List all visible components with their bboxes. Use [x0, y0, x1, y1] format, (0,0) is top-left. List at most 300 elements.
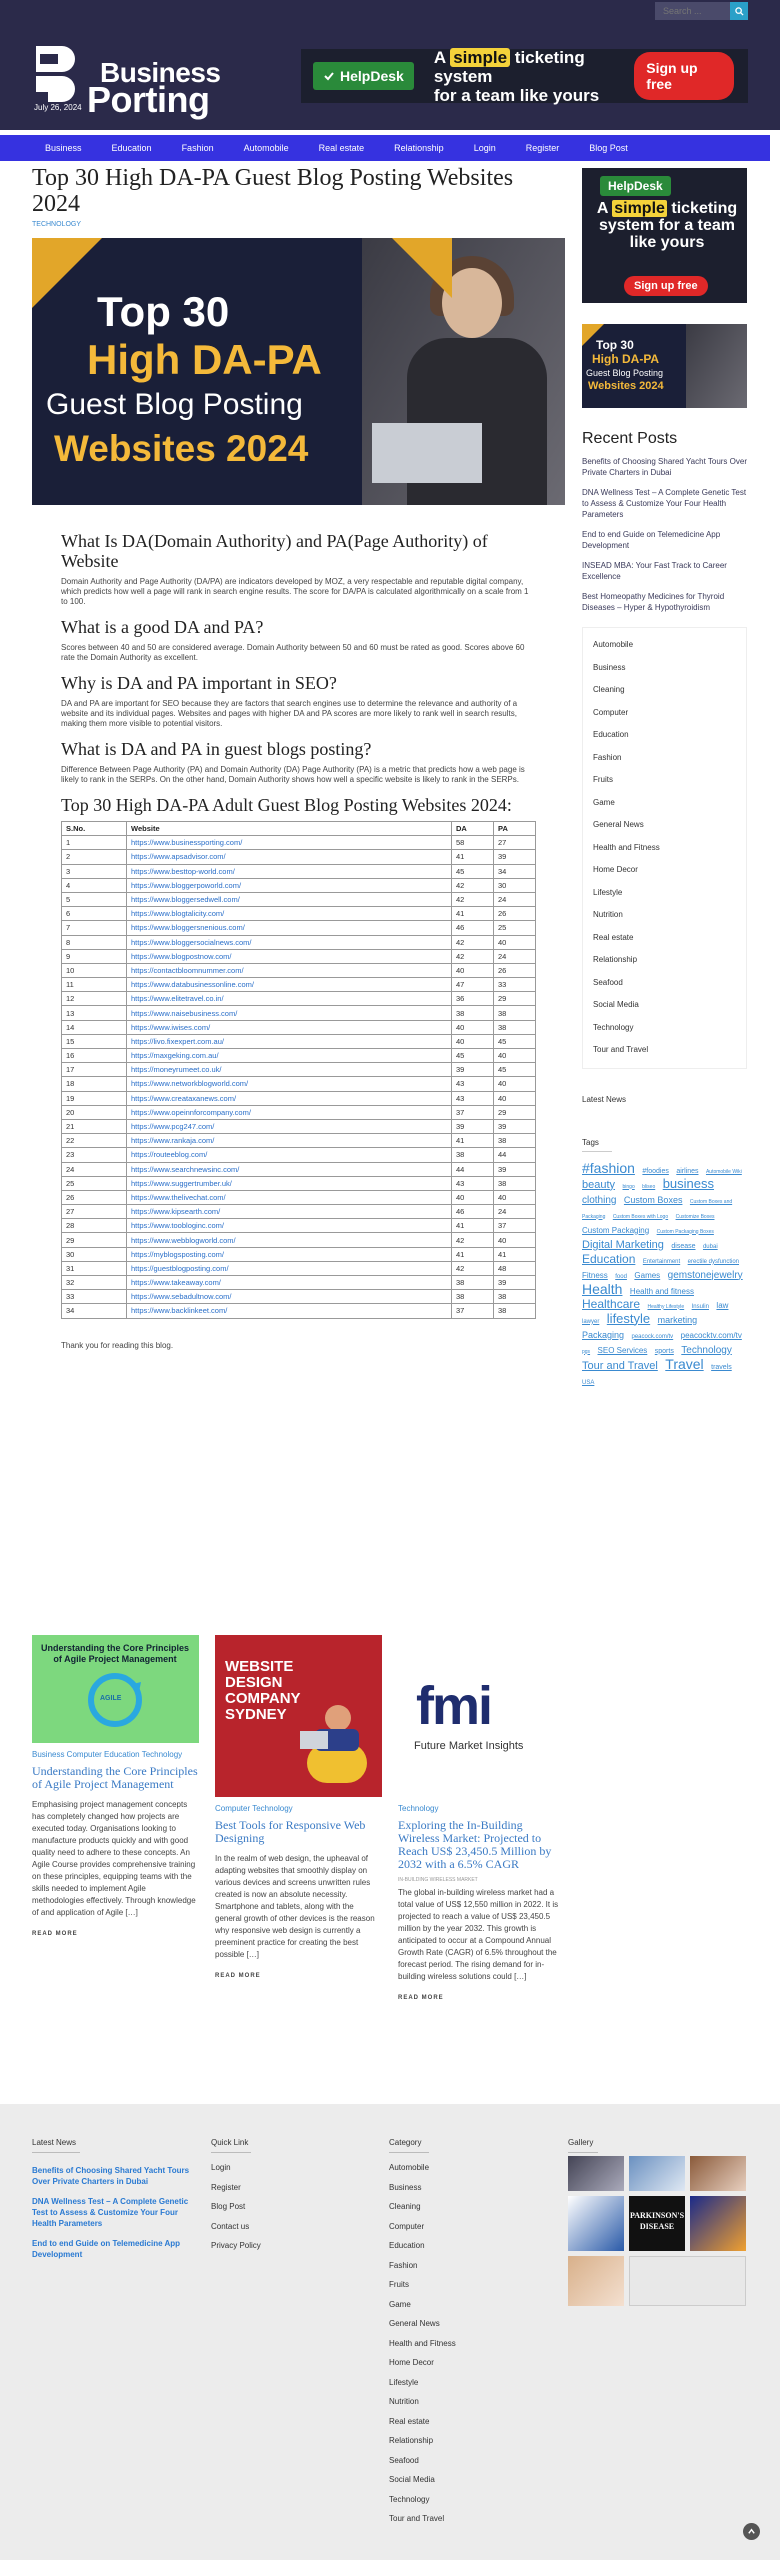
- cell-website: [127, 1276, 452, 1290]
- cell-website: [127, 878, 452, 892]
- tag-link[interactable]: SEO Services: [597, 1345, 648, 1355]
- footer-category-link[interactable]: Relationship: [389, 2436, 434, 2445]
- category-link[interactable]: Education: [593, 730, 629, 739]
- tag-link[interactable]: peacock.com/tv: [631, 1333, 674, 1340]
- tag-link[interactable]: bingo: [622, 1183, 635, 1190]
- category-link[interactable]: Home Decor: [593, 865, 638, 874]
- tag-link[interactable]: lifestyle: [606, 1310, 651, 1326]
- cell-pa: 40: [494, 1233, 536, 1247]
- related-card-image[interactable]: [215, 1635, 382, 1797]
- ad-headline-c: for a team like yours: [433, 85, 600, 105]
- website-link[interactable]: https://routeeblog.com/: [131, 1150, 208, 1160]
- sidebar-ad-helpdesk[interactable]: [582, 168, 747, 303]
- quick-links-list: [211, 2158, 361, 2256]
- cell-website: [127, 1063, 452, 1077]
- related-card-image[interactable]: [398, 1635, 565, 1797]
- table-row: [62, 935, 536, 949]
- gallery-image[interactable]: [629, 2156, 685, 2191]
- tag-link[interactable]: Healthcare: [582, 1296, 641, 1311]
- website-link[interactable]: https://www.pcg247.com/: [131, 1122, 215, 1132]
- table-row: [62, 1020, 536, 1034]
- website-link[interactable]: https://www.bloggersedwell.com/: [131, 895, 240, 905]
- helpdesk-badge: HelpDesk: [600, 176, 671, 196]
- related-categories[interactable]: Technology: [398, 1804, 439, 1813]
- cell-website: [127, 1176, 452, 1190]
- gallery-image-placeholder[interactable]: [629, 2256, 746, 2306]
- cell-da: 37: [452, 1105, 494, 1119]
- hero-text: Top 30: [97, 288, 230, 335]
- gallery-image[interactable]: [690, 2156, 746, 2191]
- agile-label: AGILE: [100, 1695, 122, 1702]
- recent-post-link[interactable]: End to end Guide on Telemedicine App Development: [582, 530, 721, 550]
- category-link[interactable]: Business: [593, 662, 626, 672]
- cell-da: 38: [452, 1276, 494, 1290]
- website-link[interactable]: https://www.searchnewsinc.com/: [131, 1164, 240, 1174]
- quick-link[interactable]: Login: [211, 2163, 231, 2172]
- footer-category-link[interactable]: Fashion: [389, 2260, 418, 2270]
- footer-category-link[interactable]: Social Media: [389, 2475, 435, 2484]
- tag-link[interactable]: Insulin: [691, 1303, 709, 1310]
- header-ad-banner[interactable]: [301, 49, 748, 103]
- table-heading: Top 30 High DA-PA Adult Guest Blog Posting Websites 2024:: [61, 795, 512, 815]
- footer-heading: Latest News: [32, 2138, 80, 2153]
- cell-sno: 33: [62, 1290, 127, 1304]
- cell-da: 42: [452, 878, 494, 892]
- related-excerpt: Emphasising project management concepts has completely changed how projects are executed today. Organisations looking to manufacture products quickly and with good quality need to adhere to these concepts. An Agile Course provides comprehensive training on these principles, equipping teams with the skills needed to implement Agile methodologies effectively. Through knowledge of and application of Agile […]: [32, 1800, 196, 1917]
- website-link[interactable]: https://www.elitetravel.co.in/: [131, 994, 224, 1004]
- tag-link[interactable]: bliseo: [642, 1183, 656, 1190]
- website-link[interactable]: https://www.opeinnforcompany.com/: [131, 1107, 251, 1117]
- tag-link[interactable]: clothing: [582, 1194, 617, 1206]
- cell-pa: 38: [494, 1176, 536, 1190]
- footer-category-link[interactable]: Cleaning: [389, 2202, 421, 2211]
- website-link[interactable]: https://moneyrumeet.co.uk/: [131, 1065, 222, 1075]
- article-body: [32, 531, 567, 1350]
- website-link[interactable]: https://www.bloggerpoworld.com/: [131, 880, 242, 890]
- quick-link[interactable]: Contact us: [211, 2221, 250, 2231]
- cell-website: [127, 949, 452, 963]
- related-card: [398, 1635, 565, 2001]
- website-link[interactable]: https://www.bloggersnenious.com/: [131, 923, 245, 933]
- cell-pa: 29: [494, 992, 536, 1006]
- footer-category-link[interactable]: Health and Fitness: [389, 2338, 456, 2348]
- tag-link[interactable]: food: [615, 1273, 627, 1280]
- nav-item[interactable]: Business: [45, 143, 82, 153]
- table-row: [62, 864, 536, 878]
- tag-link[interactable]: Technology: [681, 1344, 732, 1356]
- website-link[interactable]: https://www.besttop-world.com/: [131, 866, 235, 876]
- read-more-link[interactable]: READ MORE: [215, 1973, 261, 1979]
- nav-item[interactable]: Real estate: [318, 143, 365, 153]
- tag-link[interactable]: USA: [582, 1379, 595, 1386]
- cell-pa: 45: [494, 1034, 536, 1048]
- website-link[interactable]: https://www.suggertrumber.uk/: [131, 1178, 232, 1188]
- cell-pa: 40: [494, 1190, 536, 1204]
- cell-sno: 3: [62, 864, 127, 878]
- category-link[interactable]: Cleaning: [593, 685, 625, 694]
- category-link[interactable]: General News: [593, 820, 644, 829]
- table-row: [62, 892, 536, 906]
- table-row: [62, 1276, 536, 1290]
- nav-item[interactable]: Relationship: [394, 143, 444, 153]
- related-card: [32, 1635, 199, 1937]
- tag-link[interactable]: airlines: [676, 1167, 699, 1175]
- cell-sno: 12: [62, 992, 127, 1006]
- website-link[interactable]: https://www.toobloginc.com/: [131, 1221, 224, 1231]
- tag-link[interactable]: business: [662, 1175, 715, 1191]
- site-header: [0, 22, 780, 130]
- nav-item[interactable]: Register: [525, 143, 560, 153]
- cell-da: 43: [452, 1091, 494, 1105]
- table-row: [62, 1077, 536, 1091]
- table-row: [62, 1063, 536, 1077]
- quick-link[interactable]: Privacy Policy: [211, 2241, 261, 2250]
- table-row: [62, 1148, 536, 1162]
- cell-pa: 33: [494, 978, 536, 992]
- column-header: PA: [494, 822, 536, 836]
- footer-category-link[interactable]: Fruits: [389, 2280, 409, 2289]
- ad-headline-a: A: [433, 47, 446, 67]
- footer-category-link[interactable]: Game: [389, 2299, 411, 2309]
- tag-link[interactable]: sports: [654, 1347, 674, 1355]
- cell-sno: 6: [62, 907, 127, 921]
- cell-da: 39: [452, 1119, 494, 1133]
- tag-link[interactable]: #foodies: [642, 1167, 669, 1175]
- sidebar-ad-a: A: [596, 200, 608, 217]
- footer-category-link[interactable]: Real estate: [389, 2416, 430, 2426]
- cell-pa: 40: [494, 1077, 536, 1091]
- tag-link[interactable]: Health: [582, 1280, 623, 1297]
- website-link[interactable]: https://www.bloggersocialnews.com/: [131, 937, 252, 947]
- related-title[interactable]: Exploring the In-Building Wireless Market: Projected to Reach US$ 23,450.5 Million by 2032 with a 6.5% CAGR: [398, 1818, 552, 1871]
- related-categories[interactable]: Business Computer Education Technology: [32, 1750, 183, 1759]
- category-link[interactable]: Tour and Travel: [593, 1045, 649, 1054]
- website-link[interactable]: https://guestblogposting.com/: [131, 1263, 229, 1273]
- recent-post-link[interactable]: Benefits of Choosing Shared Yacht Tours Over Private Charters in Dubai: [582, 457, 747, 477]
- category-link[interactable]: Computer: [593, 707, 629, 717]
- category-link[interactable]: Social Media: [593, 1000, 639, 1009]
- footer-category-link[interactable]: Home Decor: [389, 2358, 434, 2367]
- cell-da: 39: [452, 1063, 494, 1077]
- page-title: Top 30 High DA-PA Guest Blog Posting Websites 2024: [32, 165, 514, 217]
- tag-link[interactable]: beauty: [582, 1178, 616, 1191]
- category-link[interactable]: Seafood: [593, 977, 623, 987]
- cell-da: 41: [452, 850, 494, 864]
- recent-post-link[interactable]: DNA Wellness Test – A Complete Genetic Test to Assess & Customize Your Four Health Parameters: [582, 488, 747, 519]
- website-link[interactable]: https://www.naisebusiness.com/: [131, 1008, 238, 1018]
- sidebar-ad-signup[interactable]: Sign up free: [624, 276, 708, 296]
- cell-website: [127, 1190, 452, 1204]
- nav-item[interactable]: Fashion: [181, 143, 214, 153]
- cell-website: [127, 1304, 452, 1318]
- related-categories[interactable]: Computer Technology: [215, 1804, 293, 1813]
- tag-link[interactable]: Tour and Travel: [582, 1359, 658, 1372]
- cell-pa: 41: [494, 1247, 536, 1261]
- tag-link[interactable]: peacocktv.com/tv: [680, 1330, 742, 1340]
- category-link[interactable]: Lifestyle: [593, 887, 623, 897]
- tag-link[interactable]: travels: [711, 1363, 732, 1371]
- search-input[interactable]: [655, 2, 730, 20]
- tag-link[interactable]: Travel: [665, 1355, 704, 1372]
- table-row: [62, 1134, 536, 1148]
- sidebar: [582, 168, 747, 1389]
- cell-da: 36: [452, 992, 494, 1006]
- tag-link[interactable]: gemstonejewelry: [667, 1269, 743, 1281]
- cell-website: [127, 1162, 452, 1176]
- read-more-link[interactable]: READ MORE: [398, 1995, 444, 2001]
- table-row: [62, 921, 536, 935]
- cell-pa: 30: [494, 878, 536, 892]
- related-card: [215, 1635, 382, 1979]
- category-link[interactable]: Nutrition: [593, 910, 623, 919]
- website-link[interactable]: https://www.rankaja.com/: [131, 1136, 215, 1146]
- hero-stripe: [392, 238, 452, 298]
- cell-website: [127, 1205, 452, 1219]
- table-row: [62, 949, 536, 963]
- footer-category-link[interactable]: Education: [389, 2241, 425, 2250]
- ad-signup-button[interactable]: Sign up free: [634, 52, 734, 100]
- cell-pa: 24: [494, 1205, 536, 1219]
- footer-category-link[interactable]: Nutrition: [389, 2397, 419, 2406]
- cell-pa: 40: [494, 1091, 536, 1105]
- related-meta: IN-BUILDING WIRELESS MARKET: [398, 1877, 478, 1883]
- website-link[interactable]: https://www.takeaway.com/: [131, 1278, 221, 1288]
- helpdesk-badge: [313, 62, 414, 90]
- cell-website: [127, 1119, 452, 1133]
- column-header: Website: [127, 822, 452, 836]
- nav-item[interactable]: Blog Post: [589, 143, 628, 153]
- table-row: [62, 1290, 536, 1304]
- website-link[interactable]: https://www.webblogworld.com/: [131, 1235, 236, 1245]
- category-link[interactable]: Game: [593, 797, 615, 807]
- category-link[interactable]: Relationship: [593, 955, 638, 964]
- table-row: [62, 907, 536, 921]
- hero-text: Top 30: [596, 338, 634, 352]
- footer-category-link[interactable]: Technology: [389, 2494, 430, 2504]
- tag-link[interactable]: marketing: [657, 1314, 698, 1325]
- website-link[interactable]: https://maxgeking.com.au/: [131, 1051, 219, 1061]
- tag-link[interactable]: Automobile Wiki: [705, 1168, 742, 1175]
- cell-pa: 38: [494, 1006, 536, 1020]
- tag-link[interactable]: dubai: [702, 1243, 718, 1250]
- website-link[interactable]: https://www.creataxanews.com/: [131, 1093, 237, 1103]
- tag-link[interactable]: law: [716, 1300, 729, 1310]
- related-posts: [32, 1635, 567, 2075]
- footer-category-link[interactable]: Tour and Travel: [389, 2514, 445, 2523]
- website-link[interactable]: https://www.kipsearth.com/: [131, 1207, 221, 1217]
- cell-pa: 37: [494, 1219, 536, 1233]
- table-body: [62, 836, 536, 1318]
- ad-headline-highlight: simple: [450, 48, 510, 67]
- footer-gallery: [568, 2138, 718, 2153]
- hero-text: Guest Blog Posting: [46, 388, 303, 421]
- cell-da: 45: [452, 864, 494, 878]
- cell-da: 41: [452, 1134, 494, 1148]
- gallery-image[interactable]: [568, 2156, 624, 2191]
- tag-link[interactable]: Entertainment: [642, 1258, 681, 1265]
- website-link[interactable]: https://www.thelivechat.com/: [131, 1192, 226, 1202]
- website-link[interactable]: https://livo.fixexpert.com.au/: [131, 1036, 224, 1046]
- search-icon: [735, 7, 744, 16]
- recent-posts-heading: Recent Posts: [582, 430, 678, 447]
- tag-link[interactable]: Custom Boxes: [623, 1194, 683, 1205]
- website-link[interactable]: https://myblogsposting.com/: [131, 1249, 224, 1259]
- nav-item[interactable]: Education: [111, 143, 152, 153]
- tag-link[interactable]: Packaging: [582, 1329, 625, 1340]
- tags-heading: Tags: [582, 1138, 612, 1152]
- cell-sno: 11: [62, 978, 127, 992]
- sidebar-ad-highlight: simple: [614, 200, 665, 217]
- helpdesk-badge-label: HelpDesk: [340, 68, 404, 84]
- tag-link[interactable]: erectile dysfunction: [687, 1258, 740, 1265]
- cell-sno: 17: [62, 1063, 127, 1077]
- cell-pa: 48: [494, 1261, 536, 1275]
- tag-link[interactable]: Health and fitness: [629, 1286, 694, 1296]
- cell-sno: 29: [62, 1233, 127, 1247]
- tag-link[interactable]: Education: [582, 1251, 636, 1266]
- cell-sno: 19: [62, 1091, 127, 1105]
- read-more-link[interactable]: READ MORE: [32, 1931, 78, 1937]
- header-date: July 26, 2024: [34, 103, 82, 112]
- cell-da: 38: [452, 1006, 494, 1020]
- cell-da: 44: [452, 1162, 494, 1176]
- website-link[interactable]: https://www.backlinkeet.com/: [131, 1306, 228, 1316]
- section-heading: What is a good DA and PA?: [61, 617, 264, 637]
- cell-pa: 38: [494, 1020, 536, 1034]
- category-link[interactable]: Technology: [593, 1022, 634, 1032]
- quick-link[interactable]: Register: [211, 2182, 241, 2192]
- section-paragraph: Scores between 40 and 50 are considered average. Domain Authority between 50 and 60 must be rated as good. Scores above 60 rate the Domain Authority as excellent.: [61, 643, 525, 662]
- cell-da: 43: [452, 1077, 494, 1091]
- table-row: [62, 1304, 536, 1318]
- hero-text: Websites 2024: [588, 380, 664, 392]
- hero-image: [32, 238, 565, 505]
- related-card-image[interactable]: [32, 1635, 199, 1743]
- table-row: [62, 992, 536, 1006]
- tag-link[interactable]: Custom Packaging Boxes: [656, 1228, 714, 1235]
- tag-link[interactable]: Fitness: [582, 1270, 608, 1280]
- footer-post-link[interactable]: End to end Guide on Telemedicine App Development: [32, 2239, 181, 2259]
- website-link[interactable]: https://www.databusinessonline.com/: [131, 980, 254, 990]
- tag-link[interactable]: Games: [634, 1270, 661, 1280]
- search-button[interactable]: [730, 2, 748, 20]
- category-link[interactable]: Fruits: [593, 775, 613, 784]
- cell-sno: 26: [62, 1190, 127, 1204]
- cell-website: [127, 907, 452, 921]
- gallery-image-parkinsons[interactable]: PARKINSON'S DISEASE: [629, 2196, 685, 2251]
- latest-news-heading: Latest News: [582, 1094, 627, 1104]
- tag-link[interactable]: Digital Marketing: [582, 1238, 664, 1251]
- sidebar-ad-person: [686, 324, 747, 408]
- section-heading: Why is DA and PA important in SEO?: [61, 673, 337, 693]
- related-image-title: Understanding the Core Principles of Agile Project Management: [40, 1643, 190, 1664]
- cell-website: [127, 963, 452, 977]
- category-link[interactable]: Real estate: [593, 932, 634, 942]
- hero-text: High DA-PA: [592, 352, 660, 366]
- cell-pa: 26: [494, 963, 536, 977]
- footer-category-link[interactable]: Lifestyle: [389, 2377, 419, 2387]
- cell-pa: 27: [494, 836, 536, 850]
- footer-category-link[interactable]: Automobile: [389, 2163, 430, 2172]
- logo-text-porting: Porting: [87, 79, 210, 120]
- related-title[interactable]: Best Tools for Responsive Web Designing: [215, 1818, 366, 1845]
- category-link[interactable]: Fashion: [593, 752, 622, 762]
- footer-category-link[interactable]: Seafood: [389, 2455, 419, 2465]
- website-link[interactable]: https://contactbloomnummer.com/: [131, 965, 244, 975]
- quick-link[interactable]: Blog Post: [211, 2202, 246, 2211]
- website-link[interactable]: https://www.apsadvisor.com/: [131, 852, 226, 862]
- website-link[interactable]: https://www.sebadultnow.com/: [131, 1292, 232, 1302]
- website-link[interactable]: https://www.businessporting.com/: [131, 838, 243, 848]
- tag-link[interactable]: #fashion: [582, 1159, 635, 1176]
- cell-da: 38: [452, 1290, 494, 1304]
- gallery-image[interactable]: [568, 2196, 624, 2251]
- footer-post-link[interactable]: DNA Wellness Test – A Complete Genetic Test to Assess & Customize Your Four Health Parameters: [32, 2197, 189, 2228]
- nav-item[interactable]: Automobile: [243, 143, 289, 153]
- related-title[interactable]: Understanding the Core Principles of Agile Project Management: [32, 1764, 198, 1791]
- footer-categories: [389, 2138, 539, 2529]
- tag-link[interactable]: lawyer: [582, 1318, 600, 1325]
- recent-post-link[interactable]: INSEAD MBA: Your Fast Track to Career Excellence: [582, 561, 727, 581]
- category-link[interactable]: Automobile: [593, 640, 634, 649]
- cell-da: 46: [452, 1205, 494, 1219]
- gallery-image[interactable]: [568, 2256, 624, 2306]
- sidebar-ad-hero[interactable]: [582, 324, 747, 408]
- footer-post-link[interactable]: Benefits of Choosing Shared Yacht Tours Over Private Charters in Dubai: [32, 2166, 190, 2186]
- website-link[interactable]: https://www.networkblogworld.com/: [131, 1079, 249, 1089]
- cell-pa: 40: [494, 1049, 536, 1063]
- main-nav: [0, 135, 770, 161]
- tag-link[interactable]: Customize Boxes: [675, 1213, 715, 1220]
- table-row: [62, 1205, 536, 1219]
- table-row: [62, 1176, 536, 1190]
- website-link[interactable]: https://www.blogtalicity.com/: [131, 909, 225, 919]
- cell-sno: 10: [62, 963, 127, 977]
- article-category-link[interactable]: TECHNOLOGY: [32, 221, 82, 228]
- footer-category-link[interactable]: General News: [389, 2319, 440, 2328]
- closing-text: Thank you for reading this blog.: [61, 1340, 174, 1350]
- cell-sno: 25: [62, 1176, 127, 1190]
- table-row: [62, 1162, 536, 1176]
- gallery-image[interactable]: [690, 2196, 746, 2251]
- nav-item[interactable]: Login: [473, 143, 496, 153]
- website-link[interactable]: https://www.iwises.com/: [131, 1022, 211, 1032]
- ad-headline-b: ticketing system: [433, 47, 585, 86]
- table-row: [62, 1006, 536, 1020]
- hero-stripe: [32, 238, 102, 308]
- footer-category-link[interactable]: Business: [389, 2182, 422, 2192]
- tag-link[interactable]: Custom Boxes with Logo: [612, 1213, 669, 1220]
- tag-link[interactable]: Custom Packaging: [582, 1225, 650, 1235]
- cell-pa: 39: [494, 1119, 536, 1133]
- recent-post-link[interactable]: Best Homeopathy Medicines for Thyroid Diseases – Hyper & Hypothyroidism: [582, 592, 725, 612]
- cell-sno: 23: [62, 1148, 127, 1162]
- footer-category-link[interactable]: Computer: [389, 2221, 425, 2231]
- tag-link[interactable]: pgs: [582, 1348, 591, 1355]
- back-to-top-button[interactable]: [743, 2523, 760, 2540]
- website-link[interactable]: https://www.blogpostnow.com/: [131, 951, 232, 961]
- cell-sno: 31: [62, 1261, 127, 1275]
- category-link[interactable]: Health and Fitness: [593, 842, 660, 852]
- cell-website: [127, 836, 452, 850]
- tag-link[interactable]: Custom Boxes and Packaging: [582, 1198, 733, 1220]
- site-footer: [0, 2104, 780, 2560]
- tag-link[interactable]: disease: [671, 1242, 696, 1250]
- tag-link[interactable]: Healthy Lifestyle: [647, 1303, 685, 1310]
- cell-sno: 5: [62, 892, 127, 906]
- hero-text: Guest Blog Posting: [586, 368, 664, 378]
- cell-pa: 29: [494, 1105, 536, 1119]
